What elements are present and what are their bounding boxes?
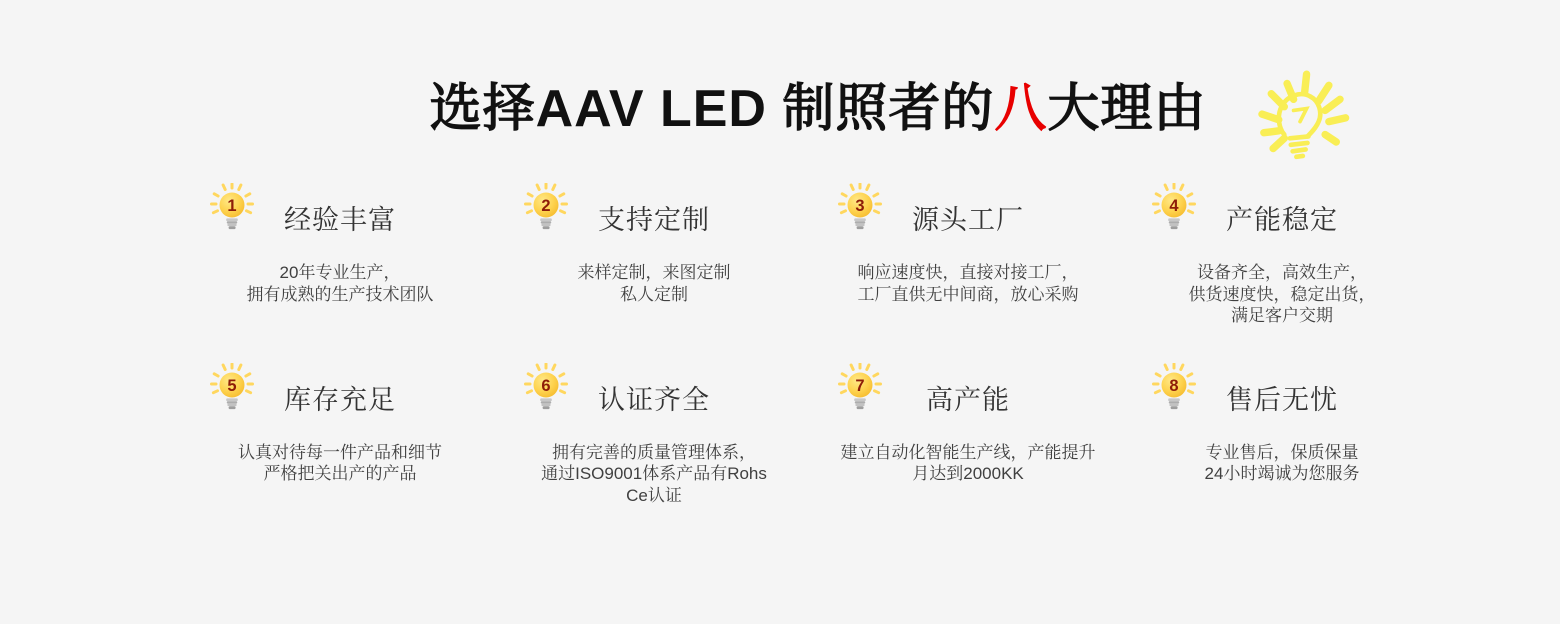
reason-desc-line: 建立自动化智能生产线，产能提升: [840, 442, 1096, 462]
reason-header: [497, 363, 811, 415]
reason-description: [497, 442, 811, 507]
reason-item: [183, 183, 497, 327]
reason-title: 源头工厂: [912, 205, 1024, 235]
reason-item: [811, 183, 1125, 327]
reason-title: 认证齐全: [598, 384, 710, 415]
reason-item: [497, 363, 811, 507]
reason-desc-line: 响应速度快，直接对接工厂，: [857, 263, 1079, 282]
reason-item: [183, 363, 497, 507]
reason-desc-line: 24小时竭诚为您服务: [1204, 464, 1360, 483]
reason-desc-line: Ce认证: [626, 485, 682, 505]
reason-desc-line: 拥有成熟的生产技术团队: [246, 284, 434, 304]
reason-title: 高产能: [926, 384, 1010, 415]
reason-header: [1125, 183, 1439, 235]
reason-desc-line: 拥有完善的质量管理体系，: [552, 442, 756, 462]
reason-description: [497, 262, 811, 305]
reason-desc-line: 20年专业生产，: [279, 263, 401, 282]
page-title: [430, 66, 1207, 141]
reason-description: [183, 262, 497, 305]
reason-desc-line: 设备齐全，高效生产，: [1197, 263, 1367, 282]
reason-item: [497, 183, 811, 327]
page-title-prefix: 选择AAV LED 制照者的: [429, 80, 995, 138]
bulb-number: 8: [1169, 376, 1179, 395]
reason-desc-line: 工厂直供无中间商，放心采购: [857, 284, 1079, 304]
reason-desc-line: 满足客户交期: [1231, 306, 1333, 325]
reason-header: [497, 183, 811, 235]
reason-desc-line: 月达到2000KK: [912, 464, 1024, 483]
reason-header: [183, 363, 497, 415]
bulb-number: 5: [227, 376, 237, 395]
reason-desc-line: 专业售后，保质保量: [1205, 442, 1359, 462]
reason-desc-line: 供货速度快，稳定出货，: [1188, 284, 1376, 304]
reason-title: 库存充足: [284, 384, 396, 415]
reason-description: [811, 442, 1125, 485]
reason-desc-line: 认真对待每一件产品和细节: [238, 442, 442, 462]
page-title-suffix: 大理由: [1047, 80, 1207, 138]
reason-title: 产能稳定: [1226, 205, 1338, 235]
bulb-number: 4: [1169, 196, 1179, 215]
reasons-grid: [183, 183, 1439, 506]
reason-description: [1125, 262, 1439, 327]
reason-description: [183, 442, 497, 485]
bulb-number: 6: [541, 376, 551, 395]
reason-desc-line: 通过ISO9001体系产品有Rohs: [541, 464, 767, 483]
reason-desc-line: 私人定制: [620, 284, 688, 304]
reason-header: [183, 183, 497, 235]
bulb-number: 7: [855, 376, 865, 395]
reason-item: [1125, 183, 1439, 327]
page-title-highlight: 八: [994, 80, 1048, 138]
reason-title: 经验丰富: [284, 205, 396, 235]
reason-header: [811, 183, 1125, 235]
bulb-number: 3: [855, 196, 865, 215]
reason-item: [1125, 363, 1439, 507]
sketch-lightbulb-icon: [1236, 56, 1366, 176]
reason-header: [1125, 363, 1439, 415]
reason-item: [811, 363, 1125, 507]
bulb-number: 1: [227, 196, 237, 215]
reason-title: 支持定制: [598, 205, 710, 235]
reason-desc-line: 严格把关出产的产品: [263, 464, 417, 483]
reason-desc-line: 来样定制，来图定制: [577, 263, 731, 282]
reason-description: [1125, 442, 1439, 485]
reason-header: [811, 363, 1125, 415]
bulb-number: 2: [541, 196, 551, 215]
reason-description: [811, 262, 1125, 305]
reason-title: 售后无忧: [1226, 384, 1338, 415]
